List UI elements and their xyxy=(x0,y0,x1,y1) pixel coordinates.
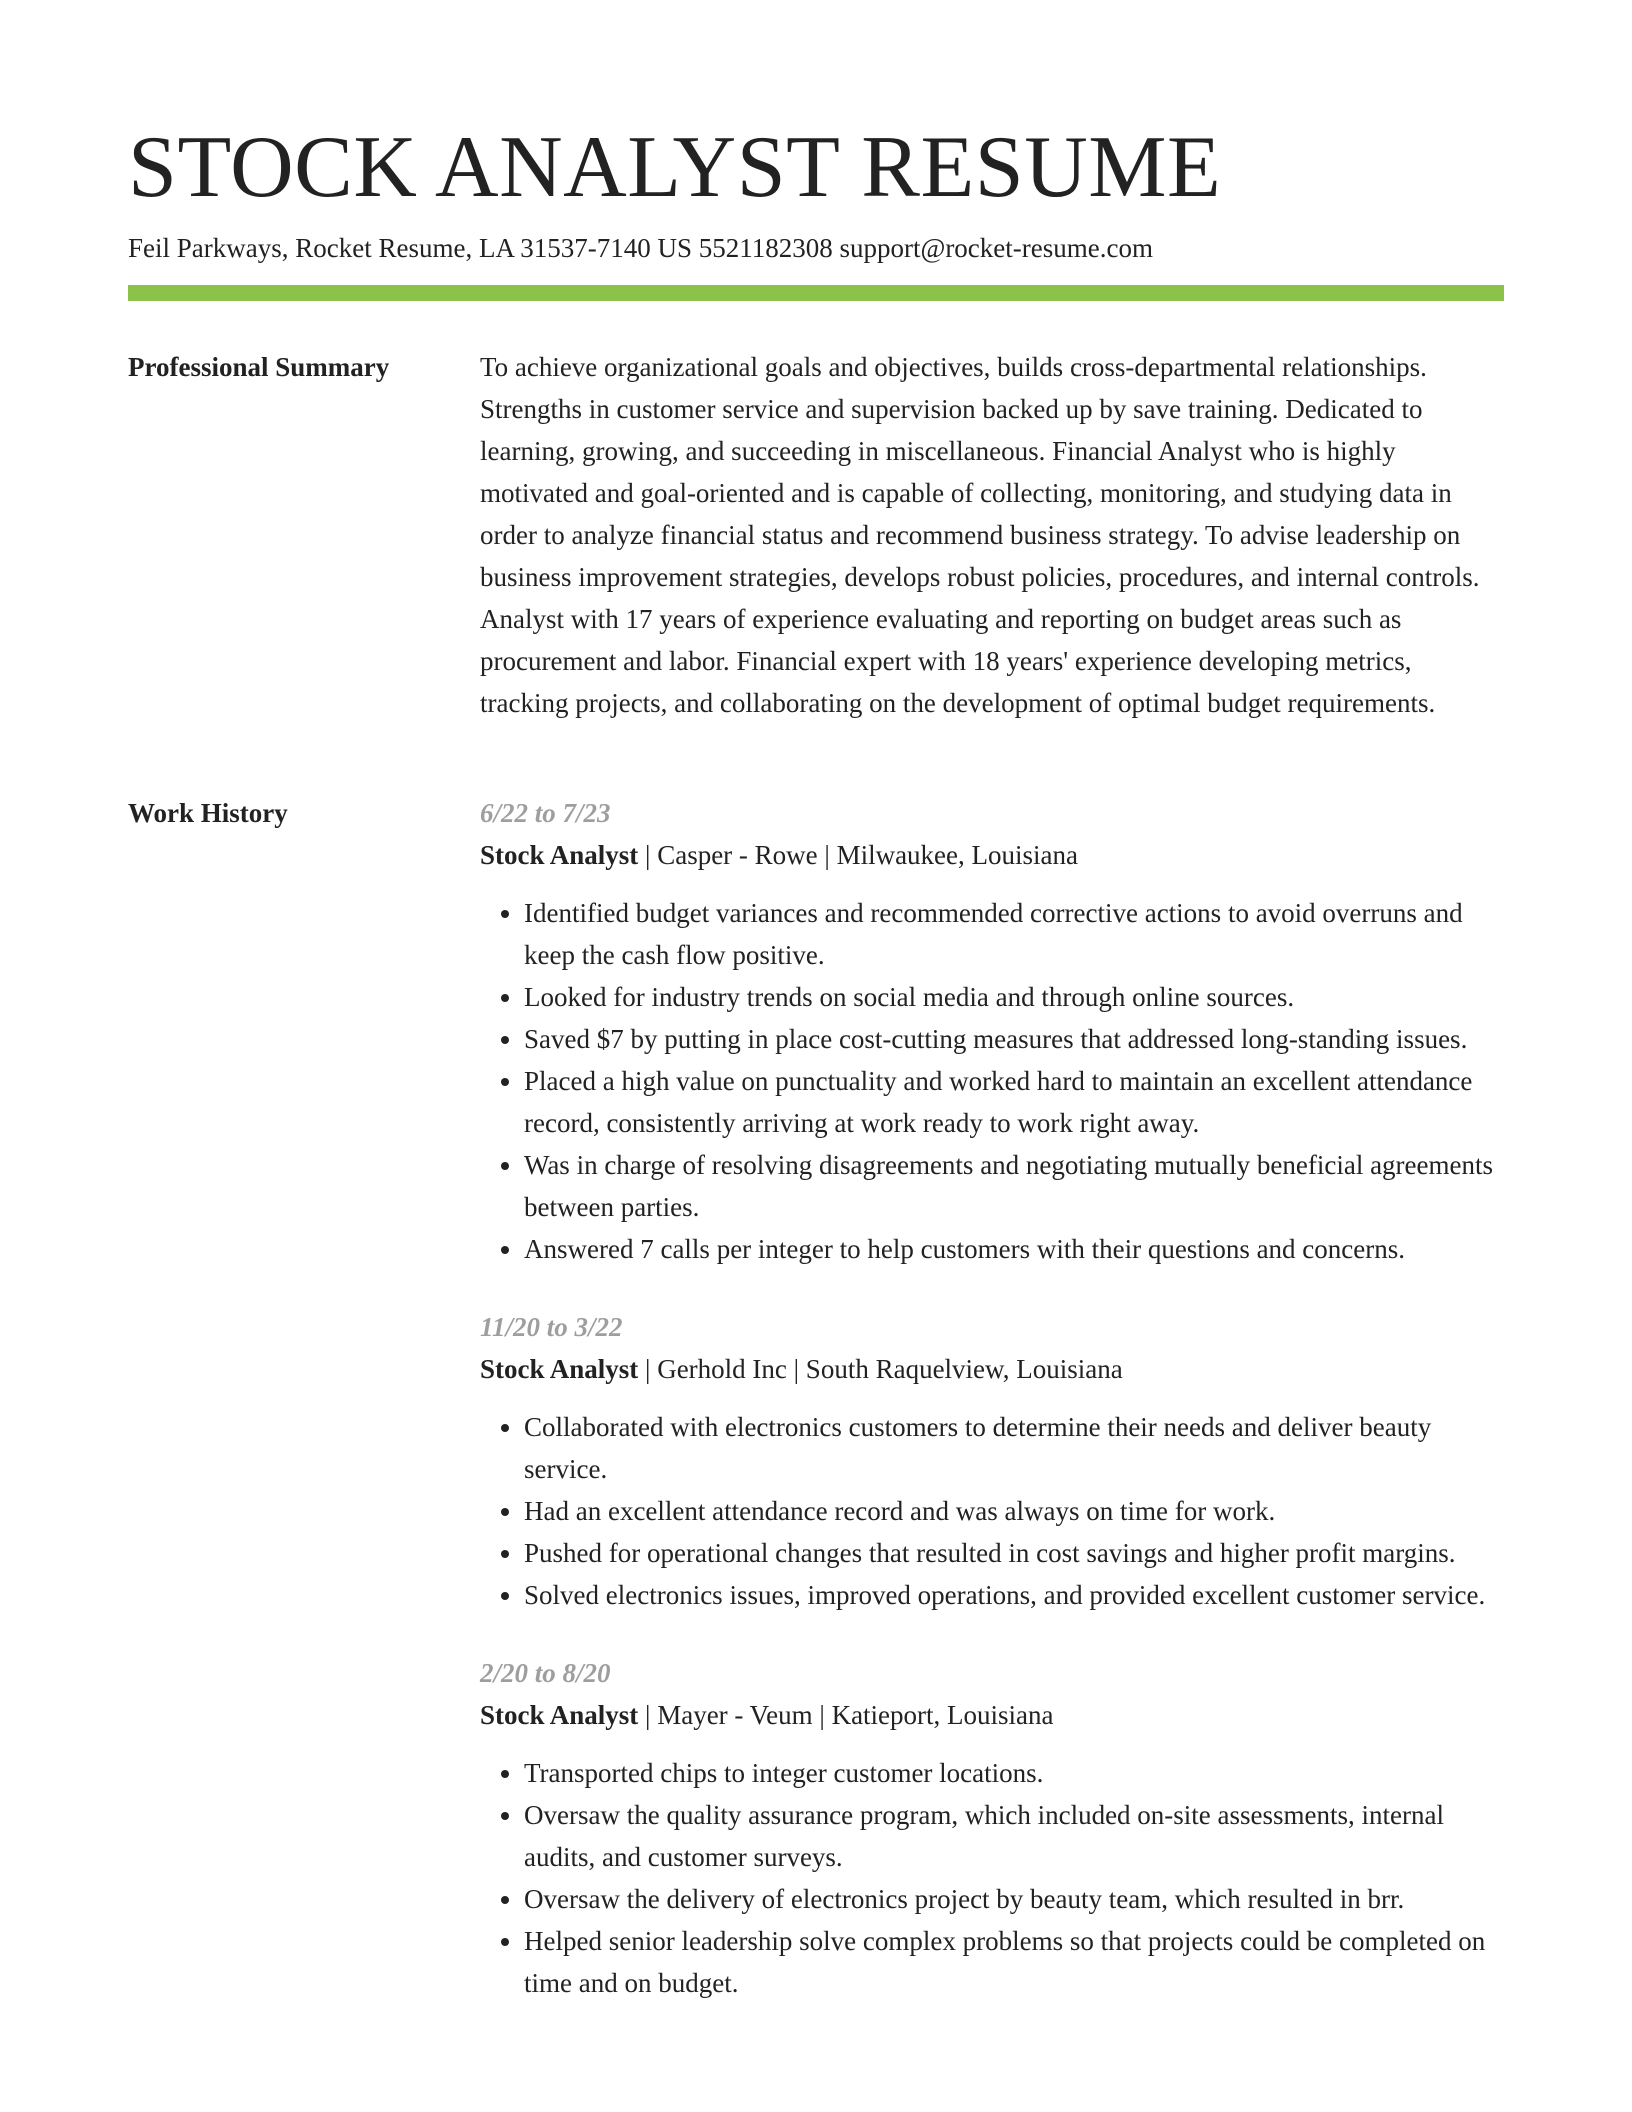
job-heading xyxy=(480,1348,1504,1390)
list-item: • Helped senior leadership solve complex problems so that projects could be completed on time and on budget. xyxy=(524,1920,1504,2004)
list-item: • Had an excellent attendance record and was always on time for work. xyxy=(524,1490,1504,1532)
job-title: Stock Analyst xyxy=(480,840,639,870)
contact-line: Feil Parkways, Rocket Resume, LA 31537-7140 US 5521182308 support@rocket-resume.com xyxy=(128,233,1153,263)
list-item: • Placed a high value on punctuality and worked hard to maintain an excellent attendance record, consistently arriving at work ready to work right away. xyxy=(524,1060,1504,1144)
job-dates: 6/22 to 7/23 xyxy=(480,798,611,828)
job-details: | Casper - Rowe | Milwaukee, Louisiana xyxy=(638,840,1078,870)
list-item: • Oversaw the delivery of electronics project by beauty team, which resulted in brr. xyxy=(524,1878,1504,1920)
summary-text: To achieve organizational goals and objectives, builds cross-departmental relationships. Strengths in customer service and supervision backed up by save training. Dedicated to learning, growing, and succeeding in miscellaneous. Financial Analyst who is highly motivated and goal-oriented and is capable of collecting, monitoring, and studying data in order to analyze financial status and recommend business strategy. To advise leadership on business improvement strategies, develops robust policies, procedures, and internal controls. Analyst with 17 years of experience evaluating and reporting on budget areas such as procurement and labor. Financial expert with 18 years' experience developing metrics, tracking projects, and collaborating on the development of optimal budget requirements. xyxy=(480,352,1480,718)
list-item: • Pushed for operational changes that resulted in cost savings and higher profit margins. xyxy=(524,1532,1504,1574)
job-details: | Gerhold Inc | South Raquelview, Louisiana xyxy=(638,1354,1123,1384)
work-history-label: Work History xyxy=(128,798,288,828)
list-item: • Was in charge of resolving disagreements and negotiating mutually beneficial agreements between parties. xyxy=(524,1144,1504,1228)
list-item: • Looked for industry trends on social media and through online sources. xyxy=(524,976,1504,1018)
job-bullets xyxy=(480,1406,1504,1616)
list-item: • Oversaw the quality assurance program, which included on-site assessments, internal audits, and customer surveys. xyxy=(524,1794,1504,1878)
job-heading xyxy=(480,1694,1504,1736)
job-details: | Mayer - Veum | Katieport, Louisiana xyxy=(638,1700,1054,1730)
job-entry xyxy=(480,1652,1504,2004)
job-bullets xyxy=(480,892,1504,1270)
job-dates: 2/20 to 8/20 xyxy=(480,1658,611,1688)
list-item: • Identified budget variances and recommended corrective actions to avoid overruns and keep the cash flow positive. xyxy=(524,892,1504,976)
job-title: Stock Analyst xyxy=(480,1354,639,1384)
job-title: Stock Analyst xyxy=(480,1700,639,1730)
job-bullets xyxy=(480,1752,1504,2004)
job-entry xyxy=(480,792,1504,1270)
list-item: • Transported chips to integer customer locations. xyxy=(524,1752,1504,1794)
summary-label: Professional Summary xyxy=(128,352,390,382)
work-history-section xyxy=(480,792,1504,2040)
list-item: • Solved electronics issues, improved operations, and provided excellent customer service. xyxy=(524,1574,1504,1616)
list-item: • Collaborated with electronics customers to determine their needs and deliver beauty service. xyxy=(524,1406,1504,1490)
list-item: • Saved $7 by putting in place cost-cutting measures that addressed long-standing issues. xyxy=(524,1018,1504,1060)
job-dates: 11/20 to 3/22 xyxy=(480,1312,623,1342)
summary-section xyxy=(480,346,1504,724)
header-divider xyxy=(128,285,1504,301)
job-heading xyxy=(480,834,1504,876)
job-entry xyxy=(480,1306,1504,1616)
list-item: • Answered 7 calls per integer to help customers with their questions and concerns. xyxy=(524,1228,1504,1270)
page-title: STOCK ANALYST RESUME xyxy=(128,119,1222,216)
